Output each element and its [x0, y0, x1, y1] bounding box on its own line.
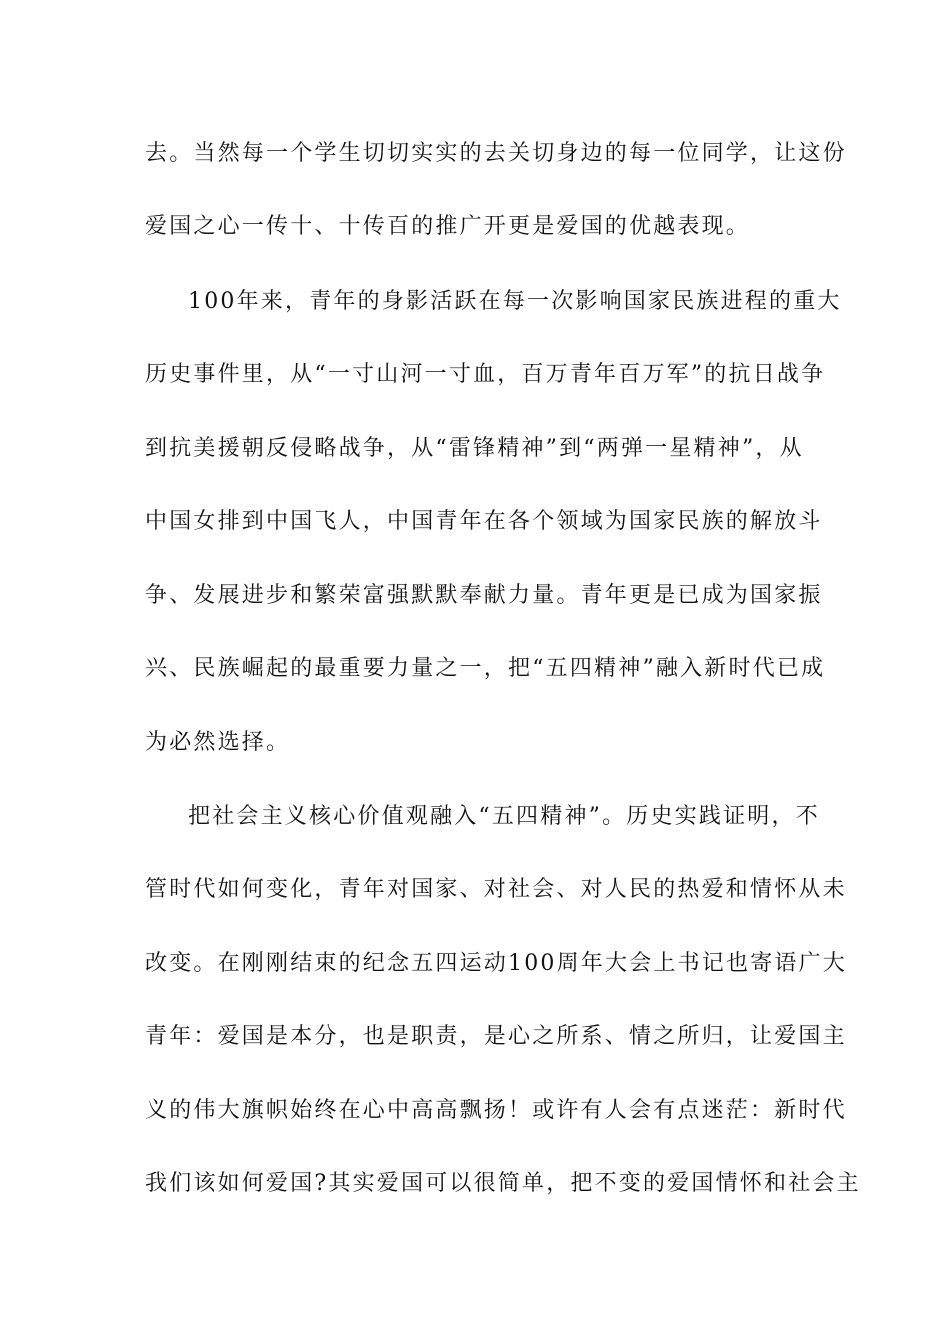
text-line-14: 义的伟大旗帜始终在心中高高飘扬！或许有人会有点迷茫：新时代: [145, 1098, 847, 1123]
text-line-3: 100年来，青年的身影活跃在每一次影响国家民族进程的重大: [188, 289, 842, 314]
text-line-10: 把社会主义核心价值观融入“五四精神”。历史实践证明，不: [188, 804, 820, 829]
text-line-8: 兴、民族崛起的最重要力量之一，把“五四精神”融入新时代已成: [145, 656, 826, 681]
text-line-11: 管时代如何变化，青年对国家、对社会、对人民的热爱和情怀从未: [145, 877, 847, 902]
text-line-5: 到抗美援朝反侵略战争，从“雷锋精神”到“两弹一星精神”，从: [145, 436, 804, 461]
text-line-15: 我们该如何爱国?其实爱国可以很简单，把不变的爱国情怀和社会主: [145, 1171, 861, 1196]
text-line-7: 争、发展进步和繁荣富强默默奉献力量。青年更是已成为国家振: [145, 583, 823, 608]
text-line-1: 去。当然每一个学生切切实实的去关切身边的每一位同学，让这份: [145, 141, 847, 166]
text-line-13: 青年：爱国是本分，也是职责，是心之所系、情之所归，让爱国主: [145, 1024, 847, 1049]
text-line-4: 历史事件里，从“一寸山河一寸血，百万青年百万军”的抗日战争: [145, 362, 826, 387]
text-line-9: 为必然选择。: [145, 730, 291, 755]
text-line-12: 改变。在刚刚结束的纪念五四运动100周年大会上书记也寄语广大: [145, 951, 847, 976]
text-line-2: 爱国之心一传十、十传百的推广开更是爱国的优越表现。: [145, 214, 751, 239]
text-line-6: 中国女排到中国飞人，中国青年在各个领域为国家民族的解放斗: [145, 509, 823, 534]
